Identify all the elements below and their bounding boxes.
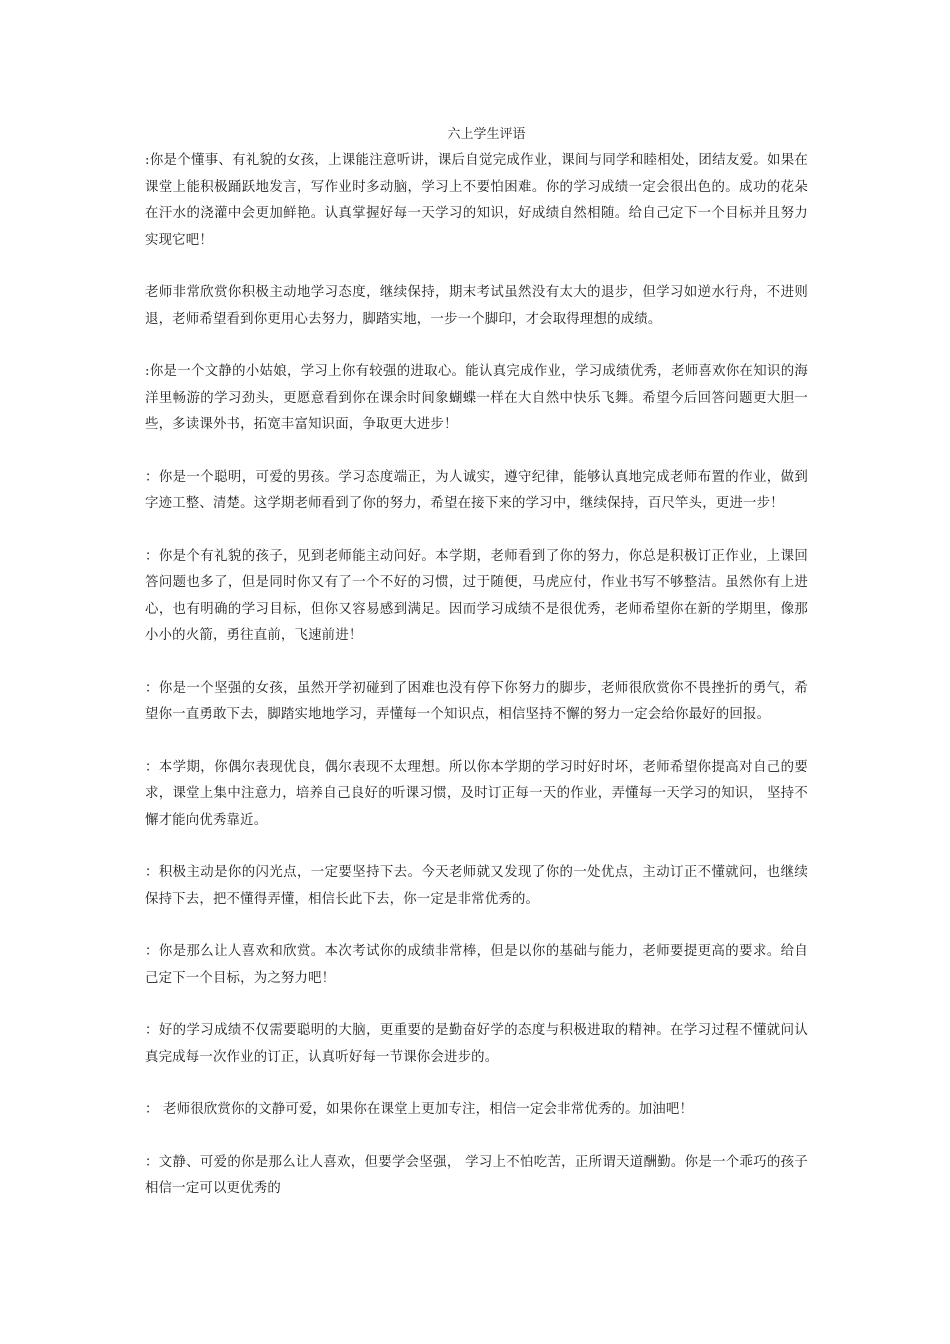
comment-paragraph-4: ：你是一个聪明，可爱的男孩。学习态度端正，为人诚实，遵守纪律，能够认真地完成老师布置的作业，做到字迹工整、清楚。这学期老师看到了你的努力，希望在接下来的学习中，继续保持，百尺竿头，更进一步！ <box>145 469 808 511</box>
comment-paragraph-7: ：本学期，你偶尔表现优良，偶尔表现不太理想。所以你本学期的学习时好时坏，老师希望你提高对自己的要求，课堂上集中注意力，培养自己良好的听课习惯，及时订正每一天的作业，弄懂每一天学习的知识， 坚持不懈才能向优秀靠近。 <box>145 759 808 828</box>
comment-paragraph-6: ：你是一个坚强的女孩，虽然开学初碰到了困难也没有停下你努力的脚步，老师很欣赏你不畏挫折的勇气，希望你一直勇敢下去，脚踏实地地学习，弄懂每一个知识点，相信坚持不懈的努力一定会给你最好的回报。 <box>145 680 808 722</box>
comment-paragraph-1: :你是个懂事、有礼貌的女孩，上课能注意听讲，课后自觉完成作业，课间与同学和睦相处，团结友爱。如果在课堂上能积极踊跃地发言，写作业时多动脑，学习上不要怕困难。你的学习成绩一定会很出色的。成功的花朵在汗水的浇灌中会更加鲜艳。认真掌握好每一天学习的知识，好成绩自然相随。给自己定下一个目标并且努力实现它吧！ <box>145 153 808 248</box>
comment-paragraph-10: ：好的学习成绩不仅需要聪明的大脑，更重要的是勤奋好学的态度与积极进取的精神。在学习过程不懂就问认真完成每一次作业的订正，认真听好每一节课你会进步的。 <box>145 1023 808 1065</box>
comment-paragraph-12: ：文静、可爱的你是那么让人喜欢，但要学会坚强， 学习上不怕吃苦，正所谓天道酬勤。你是一个乖巧的孩子相信一定可以更优秀的 <box>145 1154 808 1196</box>
comment-paragraph-11: ： 老师很欣赏你的文静可爱，如果你在课堂上更加专注，相信一定会非常优秀的。加油吧！ <box>145 1102 694 1117</box>
comment-paragraph-9: ：你是那么让人喜欢和欣赏。本次考试你的成绩非常棒，但是以你的基础与能力，老师要提更高的要求。给自己定下一个目标，为之努力吧！ <box>145 944 808 986</box>
comment-paragraph-2: 老师非常欣赏你积极主动地学习态度，继续保持，期末考试虽然没有太大的退步，但学习如逆水行舟，不进则退，老师希望看到你更用心去努力，脚踏实地，一步一个脚印，才会取得理想的成绩。 <box>145 285 808 327</box>
comment-paragraph-3: :你是一个文静的小姑娘，学习上你有较强的进取心。能认真完成作业，学习成绩优秀，老师喜欢你在知识的海洋里畅游的学习劲头，更愿意看到你在课余时间象蝴蝶一样在大自然中快乐飞舞。希望今后回答问题更大胆一些，多读课外书，拓宽丰富知识面，争取更大进步！ <box>145 364 808 432</box>
document-title: 六上学生评语 <box>447 127 526 142</box>
document-page <box>145 124 808 1203</box>
comment-paragraph-5: ：你是个有礼貌的孩子，见到老师能主动问好。本学期，老师看到了你的努力，你总是积极订正作业，上课回答问题也多了，但是同时你又有了一个不好的习惯，过于随便，马虎应付，作业书写不够整洁。虽然你有上进心，也有明确的学习目标，但你又容易感到满足。因而学习成绩不是很优秀，老师希望你在新的学期里，像那小小的火箭，勇往直前，飞速前进！ <box>145 548 808 643</box>
comment-paragraph-8: ：积极主动是你的闪光点，一定要坚持下去。今天老师就又发现了你的一处优点，主动订正不懂就问，也继续保持下去，把不懂得弄懂，相信长此下去，你一定是非常优秀的。 <box>145 865 808 907</box>
